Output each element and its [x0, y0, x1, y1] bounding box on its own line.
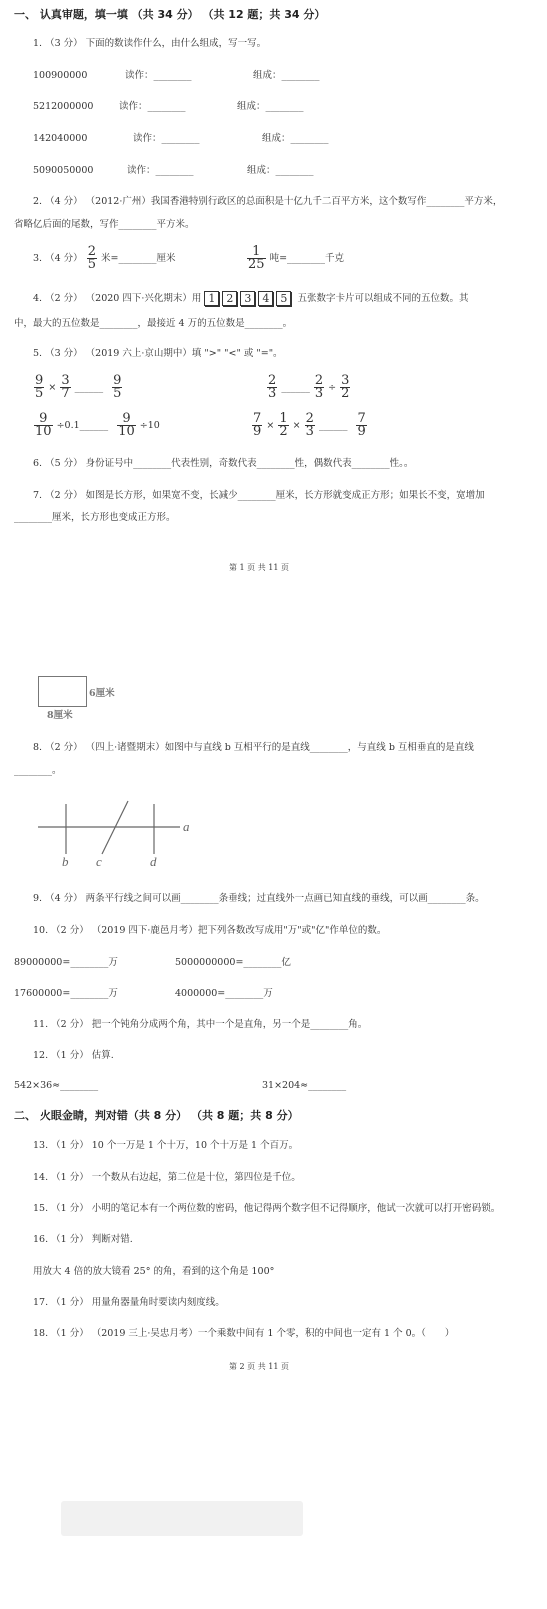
q5-r2b-f2-num: 1	[279, 411, 288, 426]
q5-row1-b	[266, 375, 351, 400]
digit-card-1: 1	[204, 291, 219, 306]
q5-r2b-f1-num: 7	[253, 411, 262, 426]
section2-title: 二、 火眼金睛，判对错（共 8 分） （共 8 题；共 8 分）	[14, 1109, 299, 1122]
q5-r2b-op1: ×	[266, 420, 275, 431]
q17: 17. （1 分） 用量角器量角时要读内刻度线。	[33, 1297, 225, 1308]
q3-part2	[246, 246, 344, 271]
q11: 11. （2 分） 把一个钝角分成两个角，其中一个是直角，另一个是________角。	[33, 1019, 368, 1030]
q5-r2a-f1	[34, 413, 53, 438]
q5-r1a-f3-num: 9	[113, 373, 122, 388]
q4-prefix: 4. （2 分） （2020 四下·兴化期末）用	[33, 293, 202, 304]
q3-f2-den: 25	[248, 257, 265, 272]
q3	[33, 246, 175, 271]
q5-r1a-blank[interactable]: ______	[74, 382, 104, 393]
q3-f1-den: 5	[87, 257, 96, 272]
q2-line1: 2. （4 分） （2012·广州）我国香港特别行政区的总面积是十亿九千二百平方米，这个数写作________平方米，	[33, 196, 503, 207]
page-footer-1: 第 1 页 共 11 页	[229, 563, 289, 572]
q5-r1a-op: ×	[48, 382, 57, 393]
q3-fraction-1	[87, 246, 97, 271]
q5-r2b-f3	[305, 413, 315, 438]
q5-row1-a	[33, 375, 123, 400]
q5-r1a-f1-den: 5	[35, 386, 44, 401]
q1-stem: 1. （3 分） 下面的数读作什么，由什么组成，写一写。	[33, 38, 267, 49]
q10-item-1[interactable]: 89000000=________万	[14, 957, 118, 968]
q10-stem: 10. （2 分） （2019 四下·鹿邑月考）把下列各数改写成用"万"或"亿"作单位的数。	[33, 925, 387, 936]
q7-line1: 7. （2 分） 如图是长方形，如果宽不变，长减少________厘米，长方形就变成正方形；如果长不变，宽增加	[33, 490, 485, 501]
q8-line2: ________。	[14, 765, 62, 776]
q16-statement: 用放大 4 倍的放大镜看 25° 的角，看到的这个角是 100°	[33, 1266, 275, 1277]
q5-r1a-f2	[60, 375, 70, 400]
q5-r1b-f3-den: 2	[341, 386, 350, 401]
digit-card-2: 2	[222, 291, 237, 306]
q1-read-3[interactable]: 读作：________	[133, 133, 200, 144]
q5-r1b-f2	[314, 375, 324, 400]
q14: 14. （1 分） 一个数从右边起，第二位是十位，第四位是千位。	[33, 1172, 301, 1183]
rectangle-figure	[38, 676, 87, 707]
q5-r2b-f2-den: 2	[279, 424, 288, 439]
q1-comp-2[interactable]: 组成：________	[237, 101, 304, 112]
rect-length-label: 8厘米	[47, 710, 73, 721]
q10-item-4[interactable]: 4000000=________万	[175, 988, 273, 999]
q5-r1b-op: ÷	[328, 382, 337, 393]
rect-width-label: 6厘米	[89, 688, 115, 699]
q5-r2b-f3-den: 3	[305, 424, 314, 439]
q1-read-1[interactable]: 读作：________	[125, 70, 192, 81]
label-b: b	[62, 854, 69, 869]
digit-card-5: 5	[276, 291, 291, 306]
q5-r2b-blank[interactable]: ______	[318, 420, 348, 431]
q5-r1b-blank[interactable]: ______	[281, 382, 310, 393]
q4-line1	[33, 291, 468, 306]
q5-r1b-f1-den: 3	[268, 386, 277, 401]
q8-line1: 8. （2 分） （四上·诸暨期末）如图中与直线 b 互相平行的是直线________，与直线 b 互相垂直的是直线	[33, 742, 474, 753]
q5-r2b-f1	[252, 413, 262, 438]
page-footer-2: 第 2 页 共 11 页	[229, 1362, 289, 1371]
section1-title: 一、 认真审题，填一填 （共 34 分） （共 12 题；共 34 分）	[14, 8, 326, 21]
q1-comp-4[interactable]: 组成：________	[247, 165, 314, 176]
q5-r1a-f1-num: 9	[35, 373, 44, 388]
q6: 6. （5 分） 身份证号中________代表性别，奇数代表________性，偶数代表________性。。	[33, 458, 414, 469]
q18: 18. （1 分） （2019 三上·吴忠月考）一个乘数中间有 1 个零，积的中间也一定有 1 个 0。（ ）	[33, 1328, 455, 1339]
q5-r1a-f2-den: 7	[61, 386, 70, 401]
q1-num-3: 142040000	[33, 133, 88, 144]
q13: 13. （1 分） 10 个一万是 1 个十万，10 个十万是 1 个百万。	[33, 1140, 299, 1151]
q16: 16. （1 分） 判断对错.	[33, 1234, 133, 1245]
q5-row2-b	[251, 413, 368, 438]
q5-stem: 5. （3 分） （2019 六上·京山期中）填 ">" "<" 或 "="。	[33, 348, 283, 359]
q1-comp-3[interactable]: 组成：________	[262, 133, 329, 144]
q1-num-2: 5212000000	[33, 101, 94, 112]
q5-r2b-f2	[278, 413, 288, 438]
q10-item-3[interactable]: 17600000=________万	[14, 988, 118, 999]
q5-r2a-tail2: ÷10	[139, 420, 160, 431]
q5-r2a-f2-num: 9	[117, 413, 136, 426]
digit-card-4: 4	[258, 291, 273, 306]
q1-read-4[interactable]: 读作：________	[127, 165, 194, 176]
label-d: d	[150, 854, 157, 869]
q3-mid1[interactable]: 米=________厘米	[101, 253, 176, 264]
q5-r1b-f3-num: 3	[341, 373, 350, 388]
q5-r2a-tail[interactable]: ÷0.1______	[56, 420, 109, 431]
q3-mid2[interactable]: 吨=________千克	[269, 253, 345, 264]
q5-r2a-f1-num: 9	[34, 413, 53, 426]
q5-r2a-f2	[117, 413, 136, 438]
digit-card-3: 3	[240, 291, 255, 306]
q5-r2a-f1-den: 10	[35, 424, 52, 439]
q5-r2b-f4	[356, 413, 366, 438]
q4-line2: 中，最大的五位数是________，最接近 4 万的五位数是________。	[14, 318, 293, 329]
lines-figure	[30, 796, 200, 872]
q1-num-4: 5090050000	[33, 165, 94, 176]
q2-line2: 省略亿后面的尾数，写作________平方米。	[14, 219, 195, 230]
q1-num-1: 100900000	[33, 70, 88, 81]
q4-suffix: 五张数字卡片可以组成不同的五位数。其	[297, 293, 469, 304]
q1-read-2[interactable]: 读作：________	[119, 101, 186, 112]
q5-r2b-f1-den: 9	[253, 424, 262, 439]
q5-r1b-f1-num: 2	[268, 373, 277, 388]
q12-stem: 12. （1 分） 估算.	[33, 1050, 114, 1061]
label-a: a	[183, 819, 190, 834]
q5-row2-a	[33, 413, 160, 438]
q5-r1b-f3	[340, 375, 350, 400]
q5-r2b-f4-num: 7	[357, 411, 366, 426]
q5-r1b-f2-num: 2	[314, 373, 324, 388]
q1-comp-1[interactable]: 组成：________	[253, 70, 320, 81]
q5-r1b-f2-den: 3	[314, 386, 324, 401]
q5-r2b-op2: ×	[292, 420, 301, 431]
q7-line2: ________厘米，长方形也变成正方形。	[14, 512, 176, 523]
q9: 9. （4 分） 两条平行线之间可以画________条垂线；过直线外一点画已知直线的垂线，可以画________条。	[33, 893, 485, 904]
blank-placeholder-bar	[61, 1501, 303, 1536]
q5-r1a-f3-den: 5	[113, 386, 122, 401]
q3-prefix: 3. （4 分）	[33, 253, 83, 264]
q5-r2b-f4-den: 9	[357, 424, 366, 439]
q5-r2b-f3-num: 2	[305, 411, 314, 426]
q15: 15. （1 分） 小明的笔记本有一个两位数的密码，他记得两个数字但不记得顺序，他试一次就可以打开密码锁。	[33, 1203, 501, 1214]
q5-r1a-f1	[34, 375, 44, 400]
q12-a[interactable]: 542×36≈________	[14, 1080, 99, 1091]
q3-f1-num: 2	[87, 244, 96, 259]
label-c: c	[96, 854, 102, 869]
q3-f2-num: 1	[247, 246, 266, 259]
q10-item-2[interactable]: 5000000000=________亿	[175, 957, 291, 968]
q5-r1b-f1	[267, 375, 277, 400]
q5-r1a-f2-num: 3	[61, 373, 70, 388]
q5-r1a-f3	[112, 375, 122, 400]
q3-fraction-2	[247, 246, 266, 271]
q12-b[interactable]: 31×204≈________	[262, 1080, 347, 1091]
q5-r2a-f2-den: 10	[118, 424, 135, 439]
